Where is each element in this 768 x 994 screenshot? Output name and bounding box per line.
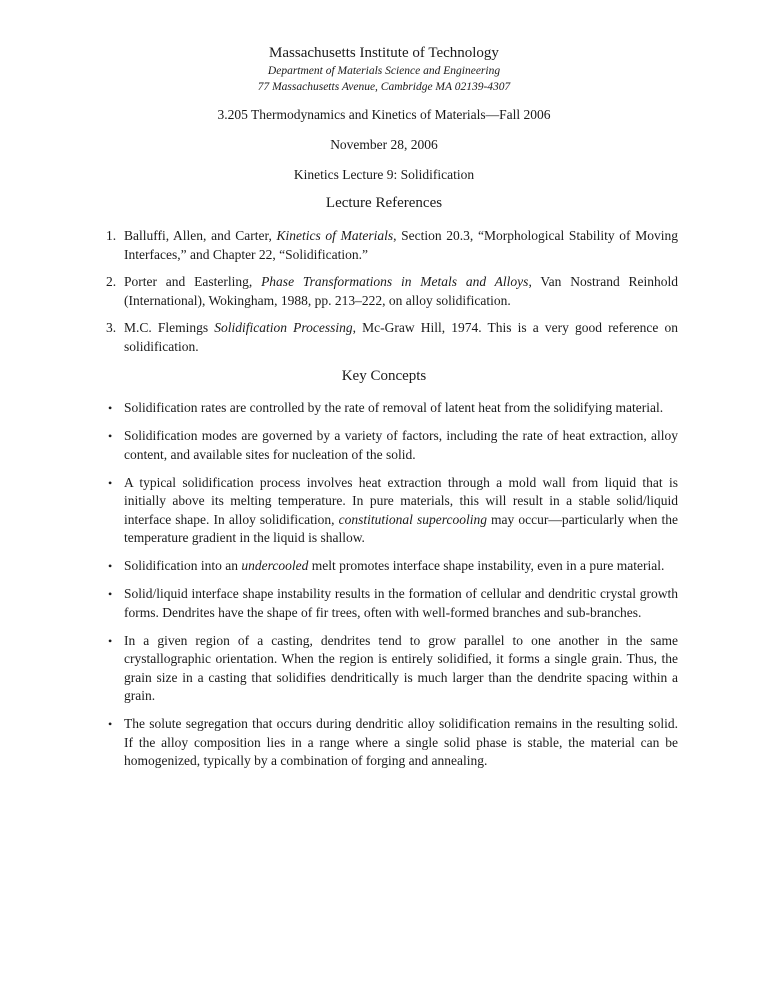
concept-text: Solidification modes are governed by a variety of factors, including the rate of heat extraction, alloy content, and available sites for nucleation of the solid. — [124, 428, 678, 462]
reference-details: , Mc-Graw Hill, 1974. This is a very good reference on solidification. — [124, 320, 678, 354]
concept-text: Solidification into an — [124, 558, 242, 573]
reference-title: Solidification Processing — [214, 320, 353, 335]
reference-item — [106, 273, 678, 310]
concept-text: Solid/liquid interface shape instability results in the formation of cellular and dendritic crystal growth forms. Dendrites have the shape of fir trees, often with well-formed branches and sub-branches. — [124, 586, 678, 620]
key-concept-item — [106, 474, 678, 548]
concept-text: A typical solidification process involves heat extraction through a mold wall from liquid that is initially above its melting temperature. In pure materials, this will result in a stable solid/liquid interface shape. In alloy solidification, — [124, 474, 678, 527]
concept-text: The solute segregation that occurs during dendritic alloy solidification remains in the resulting solid. If the alloy composition lies in a range where a single solid phase is stable, the material can be homogenized, typically by a combination of forging and annealing. — [124, 716, 678, 768]
reference-item — [106, 227, 678, 264]
key-concepts-list — [106, 399, 678, 780]
bullet-icon: • — [108, 717, 113, 731]
concept-text-tail: may occur—particularly when the temperature gradient in the liquid is shallow. — [124, 511, 678, 545]
institution-name: Massachusetts Institute of Technology — [269, 45, 499, 61]
key-concept-item — [106, 632, 678, 706]
bullet-icon: • — [108, 587, 113, 601]
reference-authors: M.C. Flemings — [124, 320, 215, 335]
reference-details: , Section 20.3, “Morphological Stability of Moving Interfaces,” and Chapter 22, “Solidification.” — [124, 228, 678, 262]
bullet-icon: • — [108, 475, 113, 490]
lecture-title: Kinetics Lecture 9: Solidification — [293, 167, 475, 182]
reference-authors: Balluffi, Allen, and Carter, — [124, 228, 277, 243]
concept-text: Solidification rates are controlled by the rate of removal of latent heat from the solidifying material. — [124, 400, 664, 415]
course-title: 3.205 Thermodynamics and Kinetics of Materials—Fall 2006 — [217, 107, 551, 122]
bullet-icon: • — [108, 429, 113, 443]
concept-text-tail: melt promotes interface shape instability, even in a pure material. — [308, 558, 665, 573]
reference-title: Phase Transformations in Metals and Alloys — [261, 274, 529, 289]
key-concept-item — [106, 427, 678, 464]
reference-number: 3. — [106, 320, 117, 335]
address: 77 Massachusetts Avenue, Cambridge MA 02139-4307 — [257, 81, 511, 93]
reference-number: 1. — [106, 228, 117, 243]
reference-details: , Van Nostrand Reinhold (International), Wokingham, 1988, pp. 213–222, on alloy solidification. — [124, 274, 679, 308]
key-concept-item — [106, 557, 678, 576]
bullet-icon: • — [108, 633, 113, 648]
bullet-icon: • — [108, 401, 113, 415]
concept-text: In a given region of a casting, dendrites tend to grow parallel to one another in the same crystallographic orientation. When the region is entirely solidified, it forms a single grain. Thus, the grain size in a casting that solidifies dendritically is much larger than the dendrite spacing within a grain. — [124, 632, 678, 703]
reference-item — [106, 319, 678, 356]
references-list — [106, 227, 678, 365]
key-concept-item — [106, 715, 678, 771]
reference-number: 2. — [106, 274, 117, 289]
concept-emphasis: undercooled — [241, 558, 309, 573]
concept-emphasis: constitutional supercooling — [338, 511, 487, 527]
key-concept-item — [106, 399, 678, 418]
department-name: Department of Materials Science and Engineering — [267, 65, 501, 77]
references-heading: Lecture References — [325, 195, 443, 211]
key-concept-item — [106, 585, 678, 622]
key-concepts-heading: Key Concepts — [341, 368, 427, 384]
reference-authors: Porter and Easterling, — [124, 274, 262, 289]
reference-title: Kinetics of Materials — [276, 228, 394, 243]
bullet-icon: • — [108, 559, 113, 573]
lecture-date: November 28, 2006 — [330, 137, 438, 152]
